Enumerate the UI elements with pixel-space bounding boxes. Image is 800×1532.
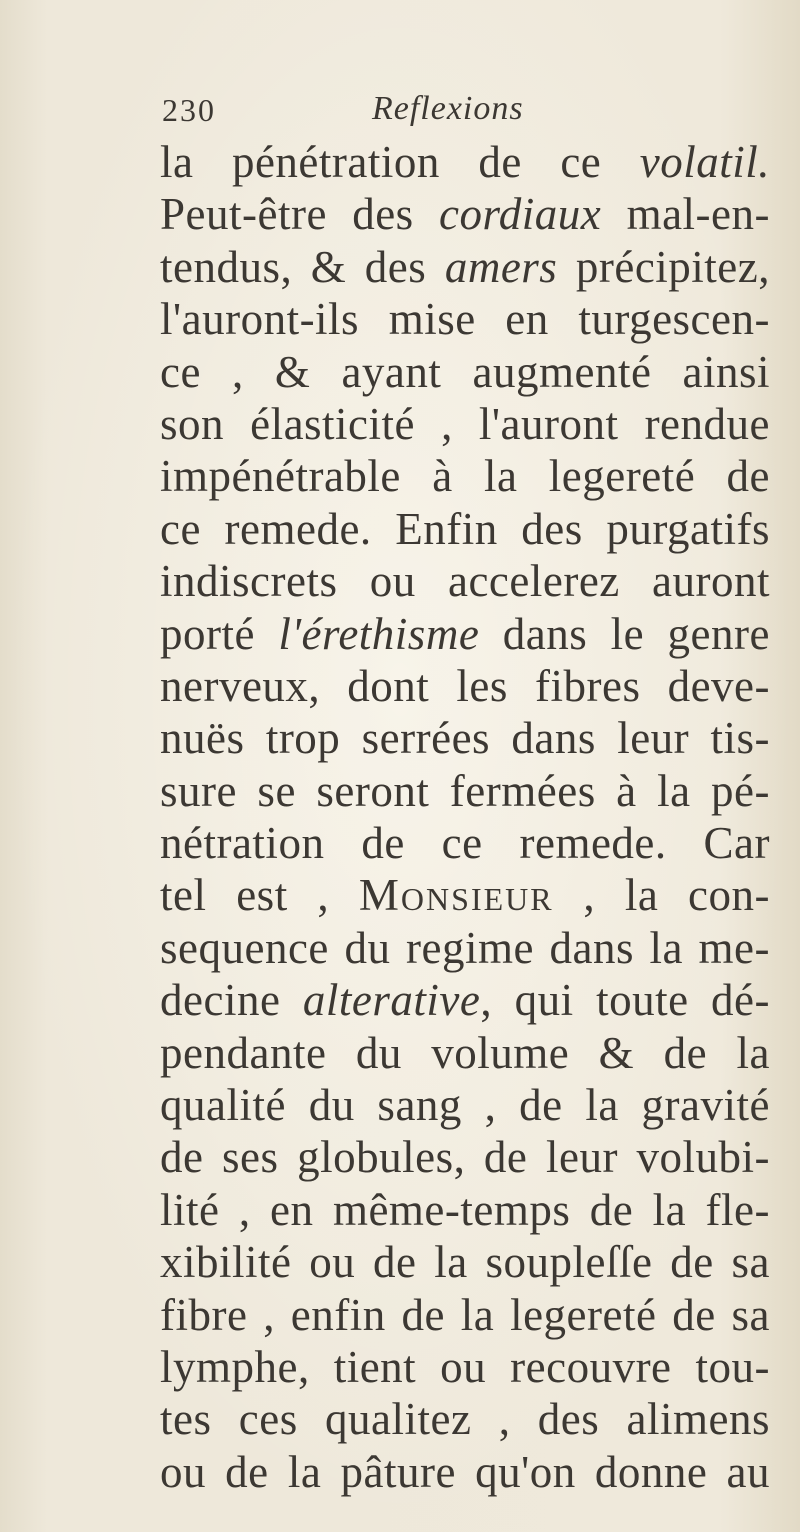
body-text — [160, 136, 770, 1498]
text-line — [160, 608, 770, 660]
text-segment: ou de la pâture qu'on donne au — [160, 1446, 770, 1497]
text-segment: porté — [160, 608, 279, 659]
text-line — [160, 1027, 770, 1079]
text-line — [160, 869, 770, 921]
text-segment: l'auront-ils mise en turgescen- — [160, 294, 770, 345]
text-line — [160, 922, 770, 974]
text-line — [160, 1289, 770, 1341]
text-segment: nuës trop serrées dans leur tis- — [160, 713, 770, 764]
text-line — [160, 1446, 770, 1498]
text-segment: la pénétration de ce — [160, 137, 640, 187]
text-segment: fibre , enfin de la legereté de sa — [160, 1289, 770, 1340]
text-line — [160, 1236, 770, 1288]
text-segment: son élasticité , l'auront rendue — [160, 398, 770, 449]
text-line — [160, 398, 770, 450]
text-segment: ce , & ayant augmenté ainsi — [160, 346, 770, 397]
text-segment: decine — [160, 975, 303, 1026]
text-segment: tendus, & des — [160, 241, 445, 292]
text-line — [160, 765, 770, 817]
italic-term: l'érethisme — [278, 608, 480, 659]
text-segment: lymphe, tient ou recouvre tou- — [160, 1341, 770, 1392]
text-line — [160, 1079, 770, 1131]
text-line — [160, 1131, 770, 1183]
text-segment: précipitez, — [557, 241, 770, 292]
text-segment: Peut-être des — [160, 189, 439, 240]
text-line — [160, 555, 770, 607]
text-segment: tel est , — [160, 870, 359, 921]
text-line — [160, 1393, 770, 1445]
italic-term: amers — [444, 241, 558, 292]
text-segment: nétration de ce remede. Car — [160, 818, 770, 869]
text-line — [160, 503, 770, 555]
text-line — [160, 974, 770, 1026]
text-segment: dans le genre — [479, 608, 770, 659]
text-segment: nerveux, dont les fibres deve- — [160, 660, 770, 711]
page-header — [162, 92, 622, 136]
text-segment: tes ces qualitez , des alimens — [160, 1394, 770, 1445]
text-segment: ce remede. Enfin des purgatifs — [160, 503, 770, 554]
text-segment: mal-en- — [601, 189, 770, 240]
text-segment: , qui toute dé- — [480, 975, 770, 1026]
text-line — [160, 293, 770, 345]
text-segment: xibilité ou de la soupleſſe de sa — [160, 1237, 770, 1288]
text-line — [160, 660, 770, 712]
text-line — [160, 241, 770, 293]
italic-term: alterative — [302, 975, 481, 1026]
text-line — [160, 1184, 770, 1236]
text-segment: de ses globules, de leur volubi- — [160, 1132, 770, 1183]
text-segment: qualité du sang , de la gravité — [160, 1080, 770, 1131]
text-line — [160, 712, 770, 764]
text-segment: sure se seront fermées à la pé- — [160, 765, 770, 816]
text-segment: pendante du volume & de la — [160, 1027, 770, 1078]
italic-term: cordiaux — [438, 189, 602, 240]
text-segment: impénétrable à la legereté de — [160, 451, 770, 502]
text-line — [160, 1341, 770, 1393]
italic-term: volatil. — [639, 137, 770, 187]
text-line — [160, 817, 770, 869]
text-segment: sequence du regime dans la me- — [160, 922, 770, 973]
text-line — [160, 136, 770, 188]
text-line — [160, 346, 770, 398]
text-segment: indiscrets ou accelerez auront — [160, 556, 770, 607]
text-segment: , la con- — [553, 870, 770, 921]
text-line — [160, 450, 770, 502]
text-line — [160, 188, 770, 240]
text-segment: lité , en même-temps de la fle- — [160, 1184, 770, 1235]
small-caps-term: Monsieur — [358, 870, 554, 921]
running-title: Reflexions — [372, 90, 524, 127]
page-number: 230 — [162, 92, 216, 128]
